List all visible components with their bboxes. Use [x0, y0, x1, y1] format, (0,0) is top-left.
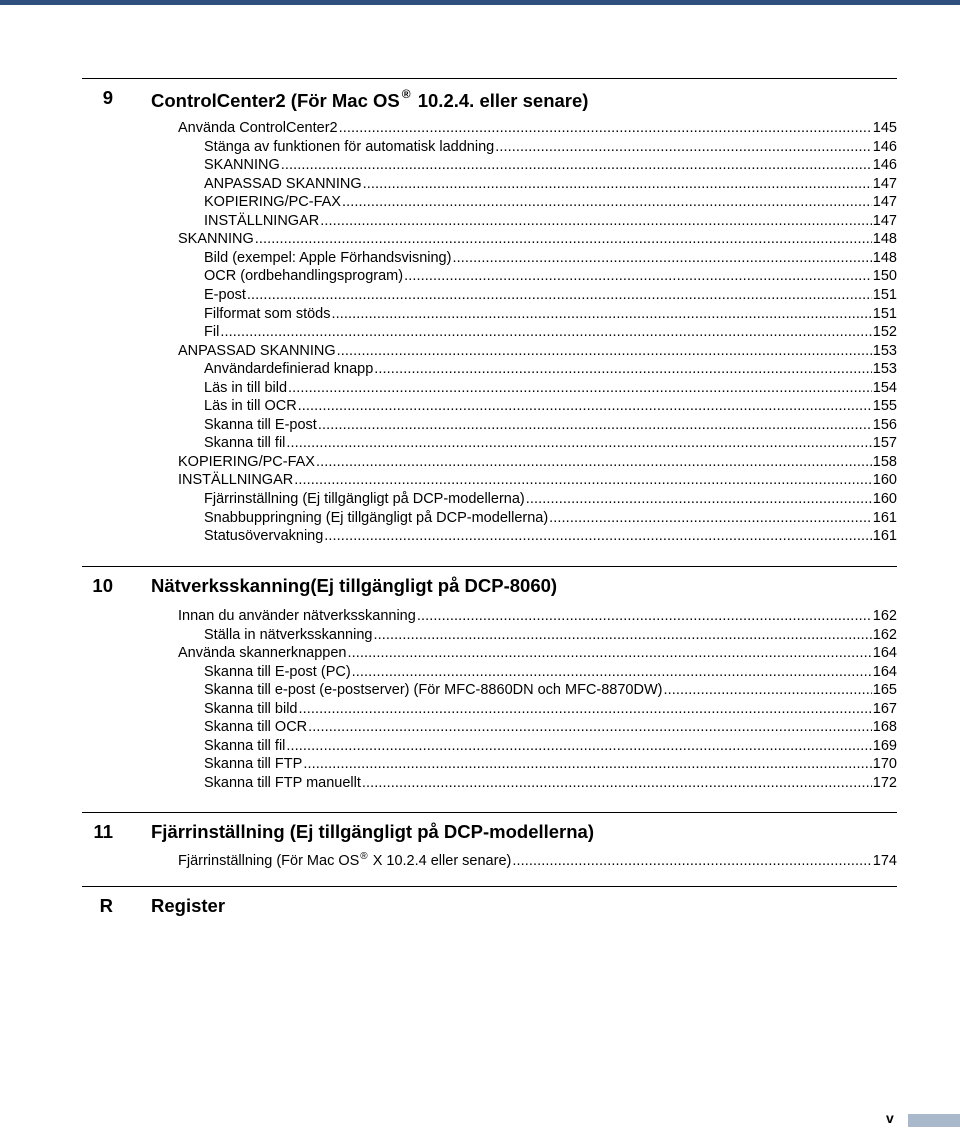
toc-entry-page: 147 — [872, 212, 897, 229]
dot-leader — [299, 700, 872, 718]
toc-entry-title: INSTÄLLNINGAR — [178, 472, 294, 489]
toc-entry[interactable] — [204, 175, 897, 193]
page-number: v — [886, 1110, 894, 1126]
toc-entry-title: OCR (ordbehandlingsprogram) — [204, 268, 404, 285]
toc-entry[interactable] — [178, 230, 897, 248]
toc-entry-page: 145 — [872, 120, 897, 136]
toc-entry-page: 152 — [872, 324, 897, 341]
toc-entry-page: 160 — [872, 491, 897, 507]
toc-entry[interactable] — [204, 323, 897, 341]
dot-leader — [332, 305, 872, 323]
registered-mark: ® — [360, 851, 368, 862]
toc-entry[interactable] — [204, 379, 897, 397]
toc-entry[interactable] — [204, 718, 897, 736]
toc-entry-page: 150 — [872, 268, 897, 285]
toc-entry-title: Ställa in nätverksskanning — [204, 626, 373, 643]
chapter-heading-10 — [82, 566, 897, 599]
toc-entry-title: Användardefinierad knapp — [204, 361, 374, 378]
toc-entry-title: E-post — [204, 286, 246, 303]
toc-entry[interactable] — [204, 138, 897, 156]
dot-leader — [308, 718, 872, 736]
toc-entry-page: 147 — [872, 194, 897, 211]
toc-entry-title: Filformat som stöds — [204, 305, 331, 322]
toc-entry[interactable] — [204, 681, 897, 699]
dot-leader — [247, 286, 872, 304]
toc-entry-page: 168 — [872, 719, 897, 736]
dot-leader — [342, 193, 872, 211]
dot-leader — [281, 156, 872, 174]
toc-entry[interactable] — [178, 342, 897, 360]
toc-entry[interactable] — [204, 755, 897, 773]
dot-leader — [294, 471, 872, 489]
toc-entry[interactable] — [204, 527, 897, 545]
toc-entry-page: 153 — [872, 342, 897, 359]
dot-leader — [512, 852, 871, 870]
toc-entry-page: 151 — [872, 286, 897, 303]
toc-entry-page: 164 — [872, 645, 897, 662]
toc-entry-page: 156 — [872, 416, 897, 433]
dot-leader — [452, 249, 871, 267]
toc-entry[interactable] — [178, 852, 897, 870]
toc-entry-title: SKANNING — [178, 231, 254, 248]
toc-entry-page: 146 — [872, 157, 897, 174]
toc-entry-title: Skanna till FTP manuellt — [204, 774, 361, 791]
toc-entry-title: INSTÄLLNINGAR — [204, 212, 320, 229]
dot-leader — [318, 416, 872, 434]
toc-entry-page: 155 — [872, 398, 897, 415]
toc-entry-page: 153 — [872, 361, 897, 378]
toc-entry[interactable] — [204, 212, 897, 230]
toc-entry-title: SKANNING — [204, 157, 280, 174]
toc-entry[interactable] — [204, 490, 897, 508]
toc-entry[interactable] — [204, 360, 897, 378]
toc-entry-page: 165 — [872, 682, 897, 699]
toc-entry-page: 148 — [872, 231, 897, 248]
dot-leader — [288, 379, 872, 397]
dot-leader — [255, 230, 872, 248]
toc-entry-page: 154 — [872, 379, 897, 396]
toc-entry-title: Fil — [204, 324, 220, 341]
dot-leader — [316, 453, 872, 471]
toc-entry-page: 167 — [872, 700, 897, 717]
toc-entry[interactable] — [178, 644, 897, 662]
toc-entry-page: 158 — [872, 453, 897, 470]
toc-entry-title: Läs in till OCR — [204, 398, 297, 415]
toc-entry[interactable] — [204, 416, 897, 434]
chapter-heading-register — [82, 886, 897, 919]
toc-entry[interactable] — [204, 737, 897, 755]
dot-leader — [286, 434, 871, 452]
toc-entry-title: ANPASSAD SKANNING — [178, 342, 336, 359]
toc-entry-page: 169 — [872, 737, 897, 754]
toc-entry-page: 162 — [872, 608, 897, 624]
dot-leader — [363, 175, 872, 193]
dot-leader — [417, 607, 872, 625]
toc-entry-title: Stänga av funktionen för automatisk laddning — [204, 138, 495, 155]
dot-leader — [220, 323, 871, 341]
toc-entry-page: 157 — [872, 435, 897, 452]
toc-entry-title: KOPIERING/PC-FAX — [178, 453, 315, 470]
dot-leader — [495, 138, 872, 156]
toc-entry-title: ANPASSAD SKANNING — [204, 175, 362, 192]
toc-entry[interactable] — [204, 700, 897, 718]
toc-entry[interactable] — [178, 471, 897, 489]
toc-entry-title: KOPIERING/PC-FAX — [204, 194, 341, 211]
toc-entry[interactable] — [204, 626, 897, 644]
chapter-title: Nätverksskanning(Ej tillgängligt på DCP-8060) — [151, 575, 558, 596]
dot-leader — [362, 774, 872, 792]
toc-entry-page: 174 — [872, 853, 897, 869]
dot-leader — [373, 626, 871, 644]
toc-entry[interactable] — [204, 397, 897, 415]
toc-entry-title: Skanna till e-post (e-postserver) (För MFC-8860DN och MFC-8870DW) — [204, 682, 663, 699]
dot-leader — [298, 397, 872, 415]
toc-entry-page: 147 — [872, 175, 897, 192]
toc-entry[interactable] — [204, 305, 897, 323]
toc-entry[interactable] — [178, 607, 897, 625]
toc-entry-page: 161 — [872, 509, 897, 526]
dot-leader — [324, 527, 872, 545]
toc-entry-title: Läs in till bild — [204, 379, 288, 396]
toc-entry[interactable] — [204, 249, 897, 267]
toc-entry-page: 164 — [872, 663, 897, 680]
toc-entry-title: Statusövervakning — [204, 528, 324, 545]
dot-leader — [339, 119, 872, 137]
toc-entry-title: Skanna till E-post — [204, 416, 317, 433]
chapter-title: ControlCenter2 (För Mac OS ® 10.2.4. eller senare) — [151, 87, 589, 111]
toc-entry-page: 148 — [872, 249, 897, 266]
toc-entry-page: 172 — [872, 774, 897, 791]
dot-leader — [526, 490, 872, 508]
toc-entry-title: Fjärrinställning (Ej tillgängligt på DCP-modellerna) — [204, 491, 525, 507]
toc-entry-title: Fjärrinställning (För Mac OS® X 10.2.4 eller senare) — [178, 851, 512, 869]
toc-entry-title: Snabbuppringning (Ej tillgängligt på DCP-modellerna) — [204, 509, 549, 526]
dot-leader — [337, 342, 872, 360]
chapter-number: 11 — [93, 821, 113, 842]
toc-entry-page: 151 — [872, 305, 897, 322]
dot-leader — [549, 509, 872, 527]
toc-entry[interactable] — [178, 119, 897, 137]
toc-entry[interactable] — [204, 286, 897, 304]
toc-entry-title: Skanna till fil — [204, 737, 286, 754]
dot-leader — [404, 267, 872, 285]
toc-entry-page: 170 — [872, 756, 897, 773]
chapter-heading-11 — [82, 812, 897, 845]
dot-leader — [352, 663, 872, 681]
chapter-heading-9 — [82, 78, 897, 111]
toc-entry-title: Använda skannerknappen — [178, 645, 347, 662]
toc-entry-title: Innan du använder nätverksskanning — [178, 608, 416, 624]
dot-leader — [320, 212, 872, 230]
toc-entry-title: Bild (exempel: Apple Förhandsvisning) — [204, 249, 452, 266]
chapter-title: Register — [151, 895, 226, 916]
toc-entry-page: 162 — [872, 626, 897, 643]
toc-entry[interactable] — [204, 774, 897, 792]
dot-leader — [303, 755, 871, 773]
toc-entry-page: 160 — [872, 472, 897, 489]
footer-tab — [908, 1114, 960, 1127]
toc-entry-title: Skanna till bild — [204, 700, 298, 717]
toc-entry-title: Skanna till E-post (PC) — [204, 663, 351, 680]
chapter-number: R — [99, 895, 113, 916]
registered-mark: ® — [401, 87, 411, 101]
toc-entry[interactable] — [204, 663, 897, 681]
top-rule — [0, 0, 960, 5]
toc-entry-title: Skanna till FTP — [204, 756, 303, 773]
toc-entry-title: Skanna till fil — [204, 435, 286, 452]
toc-entry-title: Skanna till OCR — [204, 719, 308, 736]
toc-entry[interactable] — [204, 267, 897, 285]
toc-entry[interactable] — [204, 156, 897, 174]
toc-entry[interactable] — [204, 509, 897, 527]
toc-entry-page: 161 — [872, 528, 897, 545]
dot-leader — [286, 737, 871, 755]
chapter-title: Fjärrinställning (Ej tillgängligt på DCP-modellerna) — [151, 821, 595, 842]
toc-entry-page: 146 — [872, 138, 897, 155]
dot-leader — [664, 681, 872, 699]
dot-leader — [374, 360, 872, 378]
toc-entry-title: Använda ControlCenter2 — [178, 120, 338, 136]
chapter-number: 9 — [102, 87, 113, 108]
dot-leader — [348, 644, 872, 662]
toc-entry[interactable] — [178, 453, 897, 471]
toc-entry[interactable] — [204, 434, 897, 452]
chapter-number: 10 — [92, 575, 113, 596]
toc-entry[interactable] — [204, 193, 897, 211]
